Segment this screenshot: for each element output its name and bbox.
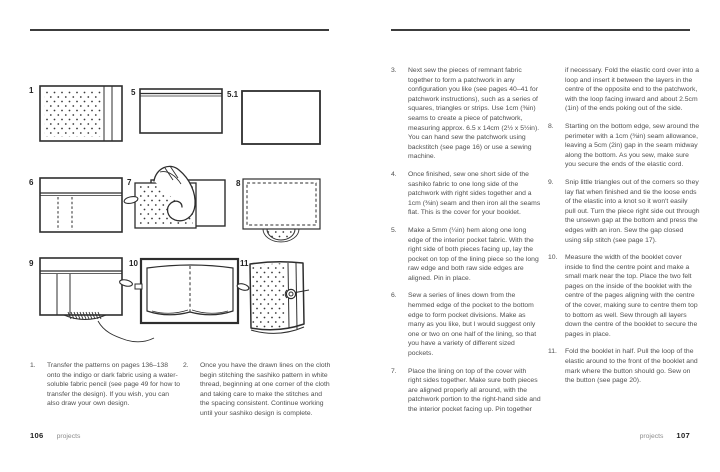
step-text: Transfer the patterns on pages 136–138 onto the indigo or dark fabric using a water-soluble fabric pencil (see page 49 for how to transfer the design). If you wish, you can also draw your own design.	[47, 362, 180, 408]
figure-label: 11	[240, 259, 249, 268]
step-number	[548, 66, 565, 114]
step-text: Once finished, sew one short side of the sashiko fabric to one long side of the patchwork with right sides together and a 1cm (⅜in) seam and then iron all the seams flat. This is the cover for your booklet.	[408, 170, 541, 217]
section-label: projects	[639, 433, 664, 440]
step-text: Next sew the pieces of remnant fabric together to form a patchwork in any configuration you like (see pages 40–41 for patchwork instructions), such as a series of squares, triangles or strips. Use 1cm (⅜in) seams to create a piece of patchwork, measuring approx. 6.5 x 14cm (2½ x 5½in). You can hand sew the patchwork using backstitch (see page 16) or use a sewing machine.	[408, 67, 540, 161]
step-number: 2.	[183, 362, 189, 369]
instructions-column-2	[548, 66, 700, 394]
step-item-8	[548, 122, 700, 170]
step-text: Place the lining on top of the cover with right sides together. Make sure both pieces are aligned properly all around, with the patchwork portion to the right-hand side and the interior pocket facing up. Pin together	[408, 367, 541, 413]
step-text: if necessary. Fold the elastic cord over into a loop and insert it between the layers in the centre of the opposite end to the patchwork, with the loop facing inward and about 2.5cm (1in) of the ends poking out of the side.	[565, 67, 699, 113]
step-item-3	[391, 66, 541, 162]
figure-11-finished-booklet	[240, 259, 309, 333]
section-label: projects	[56, 433, 81, 440]
figure-label: 7	[127, 178, 132, 187]
figure-5-hemmed-pocket	[131, 88, 222, 133]
step-item-6	[391, 291, 541, 358]
step-item-1	[30, 361, 182, 409]
figure-7-lining-on-cover	[123, 166, 225, 228]
step-item-11	[548, 347, 700, 385]
step-number: 10.	[548, 254, 558, 262]
figure-label: 8	[236, 179, 241, 188]
step-item-10	[548, 253, 700, 339]
step-number: 3.	[391, 67, 397, 74]
figure-8-sewn-perimeter	[236, 179, 320, 242]
figure-label: 5	[131, 88, 136, 97]
step-number: 6.	[391, 292, 397, 300]
step-item-4	[391, 170, 541, 218]
right-page-top-rule	[391, 29, 690, 31]
figure-10-open-booklet	[129, 259, 250, 323]
step-number: 1.	[30, 362, 36, 369]
right-page-footer	[560, 431, 690, 440]
step-number: 5.	[391, 226, 397, 234]
page-number: 107	[676, 431, 690, 440]
figure-label: 1	[29, 86, 34, 95]
step-text: Once you have the drawn lines on the cloth begin stitching the sashiko pattern in white thread, beginning at one corner of the cloth and taking care to make the stitches and the spacing consistent. Continue working until your sashiko design is complete.	[200, 362, 331, 417]
figure-9-slip-stitch-gap	[29, 258, 154, 342]
instruction-diagrams	[0, 0, 360, 360]
step-item-7	[391, 367, 541, 415]
figure-label: 9	[29, 259, 34, 268]
step-number: 4.	[391, 170, 397, 178]
step-number: 11.	[548, 348, 557, 356]
step-item-7-continued	[548, 66, 700, 114]
step-text: Measure the width of the booklet cover inside to find the centre point and make a small mark near the top. Place the two felt pages on the inside of the booklet with the centre of the pages aligning with the centre of the cover, making sure to centre them top to bottom as well. Sew through all layers down the centre of the booklet to secure the pages in place.	[565, 254, 698, 338]
figure-label: 10	[129, 259, 138, 268]
figure-5-1-lining-piece	[227, 90, 320, 144]
step-text: Fold the booklet in half. Pull the loop of the elastic around to the front of the booklet and mark where the button should go. Sew on the button (see page 20).	[565, 348, 698, 385]
step-text: Starting on the bottom edge, sew around the perimeter with a 1cm (⅜in) seam allowance, leaving a 5cm (2in) gap in the seam midway along the bottom. As you sew, make sure you secure the ends of the elastic cord.	[565, 122, 700, 169]
step-text: Make a 5mm (¼in) hem along one long edge of the interior pocket fabric. With the right side of both pieces facing up, lay the pocket on top of the lining piece so the long raw edge and both raw side edges are aligned. Pin in place.	[408, 226, 539, 282]
page-number: 106	[30, 431, 44, 440]
step-text: Sew a series of lines down from the hemmed edge of the pocket to the bottom edge to form pocket divisions. Make as many as you like, but I would suggest only one or two on one half of the lining, so that you have a variety of different sized pockets.	[408, 292, 537, 358]
step-text: Snip little triangles out of the corners so they lay flat when finished and tie the loose ends of the elastic into a knot so it won't easily pull out. Turn the piece right side out through the unsewn gap at the bottom and press the edges with an iron. Sew the gap closed using slip stitch (see page 17).	[565, 178, 700, 244]
figure-label: 5.1	[227, 90, 239, 99]
step-item-5	[391, 226, 541, 284]
step-number: 7.	[391, 367, 397, 375]
instructions-column-1	[391, 66, 541, 423]
figure-label: 6	[29, 178, 34, 187]
figure-1-sashiko-panel	[29, 86, 122, 141]
left-page-footer	[30, 431, 80, 440]
step-item-2	[183, 361, 333, 419]
step-number: 8.	[548, 122, 554, 130]
step-number: 9.	[548, 178, 554, 186]
step-item-9	[548, 178, 700, 245]
figure-6-pocket-divisions	[29, 178, 122, 232]
